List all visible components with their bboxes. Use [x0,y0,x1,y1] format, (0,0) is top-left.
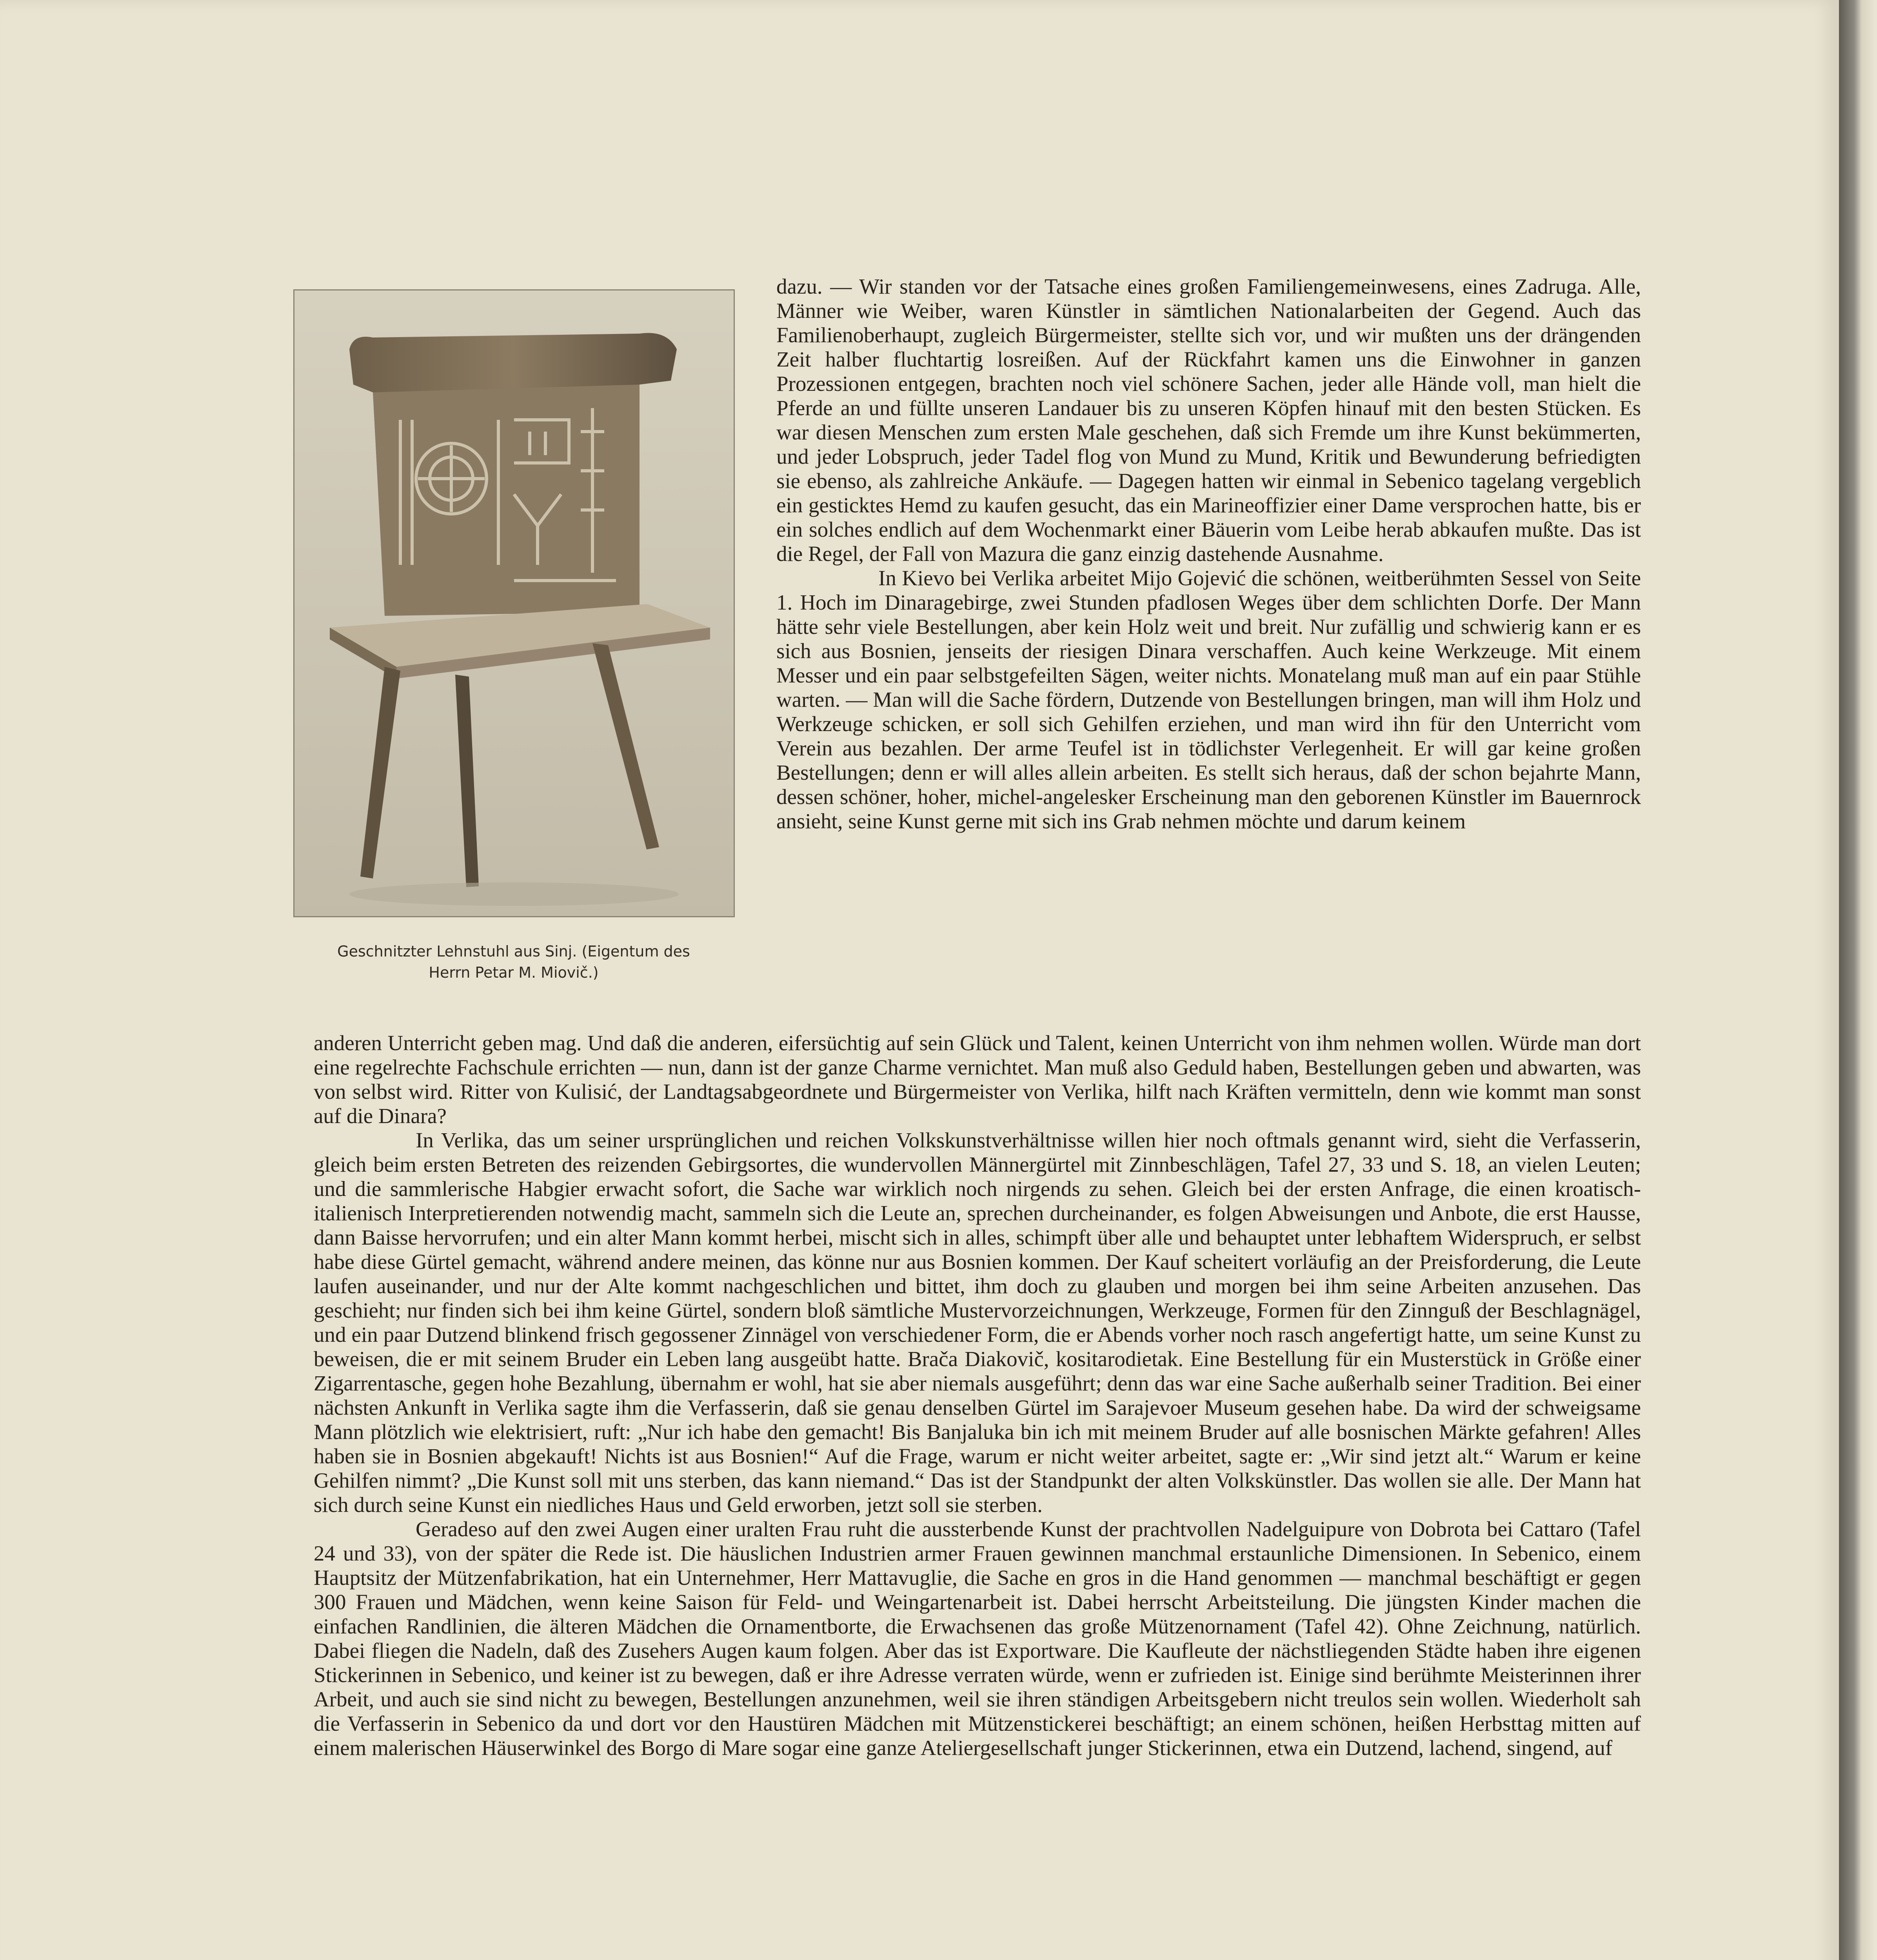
paragraph: anderen Unterricht geben mag. Und daß die anderen, eifersüchtig auf sein Glück und Talent, keinen Unterricht von ihm nehmen wollen. Würde man dort eine regelrechte Fachschule errichten — nun, dann ist der ganze Charme vernichtet. Man muß also Geduld haben, Bestellungen geben und abwarten, was von selbst wird. Ritter von Kulisić, der Landtagsabgeordnete und Bürgermeister von Verlika, hilft nach Kräften vermitteln, denn wie kommt man sonst auf die Dinara? [314,1031,1641,1128]
caption-line: Herrn Petar M. Miovič.) [429,964,599,981]
paragraph: In Kievo bei Verlika arbeitet Mijo Gojević die schönen, weitberühmten Sessel von Seite 1. Hoch im Dinaragebirge, zwei Stunden pfadlosen Weges über dem schlichten Dorfe. Der Mann hätte sehr viele Bestellungen, aber kein Holz weit und breit. Nur zufällig und schwierig kann er es sich aus Bosnien, jenseits der riesigen Dinara verschaffen. Auch keine Werkzeuge. Mit einem Messer und ein paar selbstgefeilten Sägen, weiter nichts. Monatelang muß man auf ein paar Stühle warten. — Man will die Sache fördern, Dutzende von Bestellungen bringen, man will ihm Holz und Werkzeuge schicken, er soll sich Gehilfen erziehen, und man wird ihn für den Unterricht vom Verein aus bezahlen. Der arme Teufel ist in tödlichster Verlegenheit. Er will gar keine großen Bestellungen; denn er will alles allein arbeiten. Es stellt sich heraus, daß der schon bejahrte Mann, dessen schöner, hoher, michel-angelesker Erscheinung man den geborenen Künstler im Bauernrock ansieht, seine Kunst gerne mit sich ins Grab nehmen möchte und darum keinem [776,566,1641,833]
paragraph: dazu. — Wir standen vor der Tatsache eines großen Familiengemeinwesens, eines Zadruga. Alle, Männer wie Weiber, waren Künstler in sämtlichen Nationalarbeiten der Gegend. Auch das Familienoberhaupt, zugleich Bürgermeister, stellte sich vor, und wir mußten uns der drängenden Zeit halber fluchtartig losreißen. Auf der Rückfahrt kamen uns die Einwohner in ganzen Prozessionen entgegen, brachten noch viel schönere Sachen, jeder alle Hände voll, man hielt die Pferde an und füllte unseren Landauer bis zu unseren Köpfen hinauf mit den besten Stücken. Es war diesen Menschen zum ersten Male geschehen, daß sich Fremde um ihre Kunst bekümmerten, und jeder Lobspruch, jeder Tadel flog von Mund zu Mund, Kritik und Bewunderung befriedigten sie ebenso, als zahlreiche Ankäufe. — Dagegen hatten wir einmal in Sebenico tagelang vergeblich ein gesticktes Hemd zu kaufen gesucht, das ein Marineoffizier einer Dame versprochen hatte, bis er ein solches endlich auf dem Wochenmarkt einer Bäuerin vom Leibe herab abkaufen mußte. Das ist die Regel, der Fall von Mazura die ganz einzig dastehende Ausnahme. [776,274,1641,566]
paragraph: In Verlika, das um seiner ursprünglichen und reichen Volkskunstverhältnisse willen hier noch oftmals genannt wird, sieht die Verfasserin, gleich beim ersten Betreten des reizenden Gebirgsortes, die wundervollen Männergürtel mit Zinnbeschlägen, Tafel 27, 33 und S. 18, an vielen Leuten; und die sammlerische Habgier erwacht sofort, die Sache war wirklich noch nirgends zu sehen. Gleich bei der ersten Anfrage, die einen kroatisch-italienisch Interpretierenden notwendig macht, sammeln sich die Leute an, sprechen durcheinander, es folgen Abweisungen und Anbote, die erst Hausse, dann Baisse hervorrufen; und ein alter Mann kommt herbei, mischt sich in alles, schimpft über alle und behauptet unter lebhaftem Widerspruch, er selbst habe diese Gürtel gemacht, während andere meinen, das könne nur aus Bosnien kommen. Der Kauf scheitert vorläufig an der Preisforderung, die Leute laufen auseinander, und nur der Alte kommt nachgeschlichen und bittet, ihm doch zu glauben und morgen bei ihm seine Arbeiten anzusehen. Das geschieht; nur finden sich bei ihm keine Gürtel, sondern bloß sämtliche Mustervorzeichnungen, Werkzeuge, Formen für den Zinnguß der Beschlagnägel, und ein paar Dutzend blinkend frisch gegossener Zinnägel von verschiedener Form, die er Abends vorher noch rasch angefertigt hatte, um seine Kunst zu beweisen, die er mit seinem Bruder ein Leben lang ausgeübt hatte. Brača Diakovič, kositarodietak. Eine Bestellung für ein Musterstück in Größe einer Zigarrentasche, gegen hohe Bezahlung, übernahm er wohl, hat sie aber niemals ausgeführt; denn das war eine Sache außerhalb seiner Tradition. Bei einer nächsten Ankunft in Verlika sagte ihm die Verfasserin, daß sie genau denselben Gürtel im Sarajevoer Museum gesehen habe. Da wird der schweigsame Mann plötzlich wie elektrisiert, ruft: „Nur ich habe den gemacht! Bis Banjaluka bin ich mit meinem Bruder auf alle bosnischen Märkte gefahren! Alles haben sie in Bosnien abgekauft! Nichts ist aus Bosnien!“ Auf die Frage, warum er nicht weiter arbeitet, sagte er: „Wir sind jetzt alt.“ Warum er keine Gehilfen nimmt? „Die Kunst soll mit uns sterben, das kann niemand.“ Das ist der Standpunkt der alten Volkskünstler. Das wollen sie alle. Der Mann hat sich durch seine Kunst ein niedliches Haus und Geld erworben, jetzt soll sie sterben. [314,1128,1641,1517]
right-column-text [776,274,1641,833]
next-page-edge [1839,0,1877,1960]
chair-photograph [293,289,735,917]
full-width-text [314,1031,1641,1760]
chair-image-icon [294,290,734,916]
paragraph: Geradeso auf den zwei Augen einer uralten Frau ruht die aussterbende Kunst der prachtvollen Nadelguipure von Dobrota bei Cattaro (Tafel 24 und 33), von der später die Rede ist. Die häuslichen Industrien armer Frauen gewinnen manchmal erstaunliche Dimensionen. In Sebenico, einem Hauptsitz der Mützenfabrikation, hat ein Unternehmer, Herr Mattavuglie, die Sache en gros in die Hand genommen — manchmal beschäftigt er gegen 300 Frauen und Mädchen, wenn keine Saison für Feld- und Weingartenarbeit ist. Dabei herrscht Arbeitsteilung. Die jüngsten Kinder machen die einfachen Randlinien, die älteren Mädchen die Ornamentborte, die Erwachsenen das große Mützenornament (Tafel 42). Ohne Zeichnung, natürlich. Dabei fliegen die Nadeln, daß des Zusehers Augen kaum folgen. Aber das ist Exportware. Die Kaufleute der nächstliegenden Städte haben ihre eigenen Stickerinnen in Sebenico, und keiner ist zu bewegen, daß er ihre Adresse verraten würde, wenn er zufrieden ist. Einige sind berühmte Meisterinnen ihrer Arbeit, und auch sie sind nicht zu bewegen, Bestellungen anzunehmen, weil sie ihren ständigen Arbeitsgebern nicht treulos sein wollen. Wiederholt sah die Verfasserin in Sebenico da und dort vor den Haustüren Mädchen mit Mützenstickerei beschäftigt; an einem schönen, heißen Herbsttag mitten auf einem malerischen Häuserwinkel des Borgo di Mare sogar eine ganze Ateliergesellschaft junger Stickerinnen, etwa ein Dutzend, lachend, singend, auf [314,1517,1641,1760]
caption-line: Geschnitzter Lehnstuhl aus Sinj. (Eigentum des [337,943,690,960]
figure-caption [290,941,737,983]
